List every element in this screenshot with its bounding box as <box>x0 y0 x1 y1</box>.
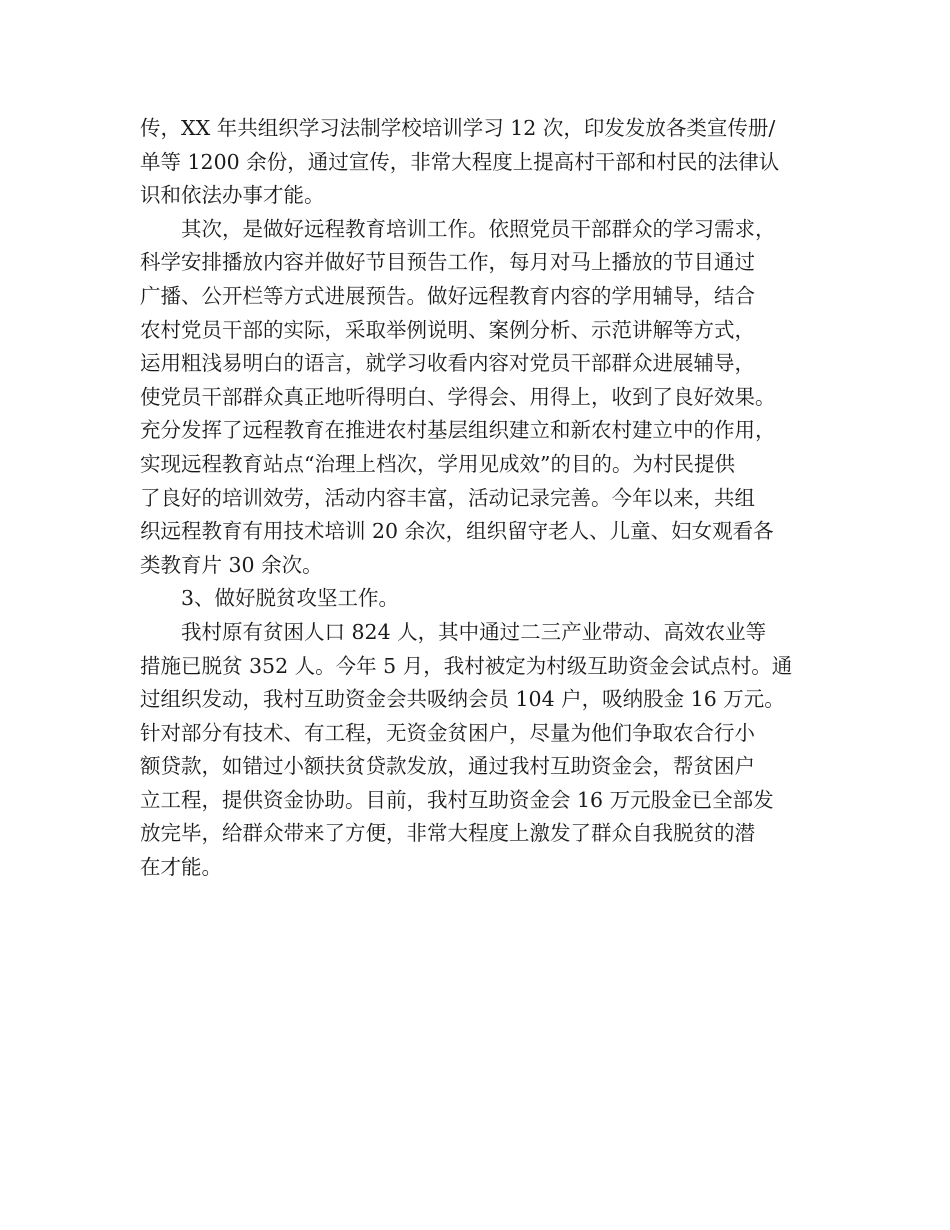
text-line: 科学安排播放内容并做好节目预告工作，每月对马上播放的节目通过 <box>140 250 755 275</box>
text-line: 在才能。 <box>140 855 222 880</box>
text-line: 单等 1200 余份，通过宣传，非常大程度上提高村干部和村民的法律认 <box>140 149 780 174</box>
text-line: 立工程，提供资金协助。目前，我村互助资金会 16 万元股金已全部发 <box>140 787 774 812</box>
text-line: 措施已脱贫 352 人。今年 5 月，我村被定为村级互助资金会试点村。通 <box>140 653 793 678</box>
text-line: 识和依法办事才能。 <box>140 183 325 208</box>
text-line: 充分发挥了远程教育在推进农村基层组织建立和新农村建立中的作用， <box>140 418 776 443</box>
section-heading: 3、做好脱贫攻坚工作。 <box>181 586 400 611</box>
text-line: 农村党员干部的实际，采取举例说明、案例分析、示范讲解等方式， <box>140 317 755 342</box>
text-line: 使党员干部群众真正地听得明白、学得会、用得上，收到了良好效果。 <box>140 384 776 409</box>
text-line: 过组织发动，我村互助资金会共吸纳会员 104 户，吸纳股金 16 万元。 <box>140 687 785 712</box>
text-line: 实现远程教育站点“治理上档次，学用见成效”的目的。为村民提供 <box>140 451 735 476</box>
text-line: 织远程教育有用技术培训 20 余次，组织留守老人、儿童、妇女观看各 <box>140 519 774 544</box>
text-line: 针对部分有技术、有工程，无资金贫困户，尽量为他们争取农合行小 <box>140 720 755 745</box>
text-line: 广播、公开栏等方式进展预告。做好远程教育内容的学用辅导，结合 <box>140 283 755 308</box>
paragraph-first-line: 我村原有贫困人口 824 人，其中通过二三产业带动、高效农业等 <box>181 619 767 644</box>
text-line: 类教育片 30 余次。 <box>140 552 323 577</box>
paragraph-first-line: 其次，是做好远程教育培训工作。依照党员干部群众的学习需求， <box>181 216 776 241</box>
body-text <box>140 112 830 885</box>
text-line: 传，XX 年共组织学习法制学校培训学习 12 次，印发发放各类宣传册/ <box>140 116 776 140</box>
text-line: 放完毕，给群众带来了方便，非常大程度上激发了群众自我脱贫的潜 <box>140 821 755 846</box>
text-line: 运用粗浅易明白的语言，就学习收看内容对党员干部群众进展辅导， <box>140 351 755 376</box>
text-line: 了良好的培训效劳，活动内容丰富，活动记录完善。今年以来，共组 <box>140 485 755 510</box>
text-line: 额贷款，如错过小额扶贫贷款发放，通过我村互助资金会，帮贫困户 <box>140 754 755 779</box>
